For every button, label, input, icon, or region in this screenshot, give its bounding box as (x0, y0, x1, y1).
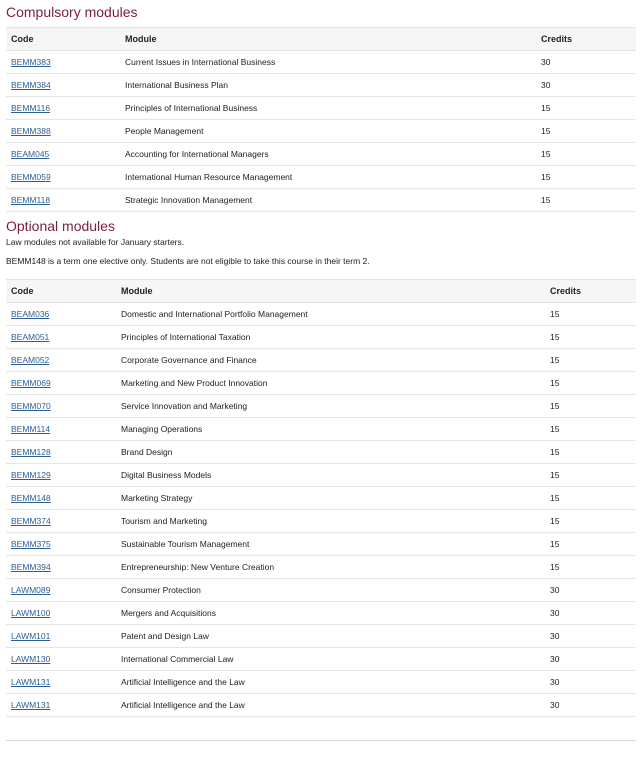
bottom-divider (6, 740, 636, 741)
table-row (6, 372, 636, 395)
table-header-row (6, 280, 636, 303)
credits-cell: 15 (545, 533, 636, 556)
module-code-cell (6, 395, 116, 418)
module-code-cell (6, 648, 116, 671)
module-code-link[interactable]: BEMM394 (11, 562, 51, 572)
module-code-link[interactable]: LAWM100 (11, 608, 51, 618)
module-name-cell: Current Issues in International Business (120, 51, 536, 74)
module-code-link[interactable]: BEMM069 (11, 378, 51, 388)
module-code-cell (6, 166, 120, 189)
credits-cell: 30 (545, 694, 636, 717)
code-column-header: Code (6, 28, 120, 51)
credits-column-header: Credits (536, 28, 636, 51)
credits-cell: 30 (545, 602, 636, 625)
table-row (6, 349, 636, 372)
table-row (6, 533, 636, 556)
table-row (6, 189, 636, 212)
module-code-cell (6, 418, 116, 441)
module-name-cell: Principles of International Business (120, 97, 536, 120)
module-name-cell: Accounting for International Managers (120, 143, 536, 166)
module-name-cell: Marketing Strategy (116, 487, 545, 510)
table-row (6, 74, 636, 97)
table-row (6, 648, 636, 671)
module-code-cell (6, 143, 120, 166)
module-code-link[interactable]: BEMM383 (11, 57, 51, 67)
module-code-cell (6, 694, 116, 717)
optional-modules-table (6, 279, 636, 717)
credits-cell: 15 (545, 372, 636, 395)
code-column-header: Code (6, 280, 116, 303)
table-row (6, 464, 636, 487)
module-name-cell: Managing Operations (116, 418, 545, 441)
module-name-cell: Mergers and Acquisitions (116, 602, 545, 625)
module-code-cell (6, 189, 120, 212)
module-code-cell (6, 326, 116, 349)
module-code-cell (6, 602, 116, 625)
module-code-link[interactable]: LAWM130 (11, 654, 51, 664)
credits-column-header: Credits (545, 280, 636, 303)
table-row (6, 395, 636, 418)
module-code-link[interactable]: BEMM114 (11, 424, 51, 434)
table-row (6, 97, 636, 120)
module-name-cell: Principles of International Taxation (116, 326, 545, 349)
module-code-cell (6, 51, 120, 74)
table-row (6, 487, 636, 510)
module-name-cell: Artificial Intelligence and the Law (116, 694, 545, 717)
module-column-header: Module (116, 280, 545, 303)
credits-cell: 15 (545, 556, 636, 579)
module-code-link[interactable]: BEMM129 (11, 470, 51, 480)
compulsory-modules-table (6, 27, 636, 212)
module-name-cell: Service Innovation and Marketing (116, 395, 545, 418)
module-code-cell (6, 625, 116, 648)
credits-cell: 15 (545, 464, 636, 487)
table-row (6, 579, 636, 602)
module-name-cell: Digital Business Models (116, 464, 545, 487)
module-code-link[interactable]: LAWM131 (11, 677, 51, 687)
module-name-cell: Domestic and International Portfolio Management (116, 303, 545, 326)
table-row (6, 510, 636, 533)
module-code-link[interactable]: BEMM059 (11, 172, 51, 182)
credits-cell: 30 (545, 671, 636, 694)
module-code-link[interactable]: BEMM116 (11, 103, 51, 113)
module-name-cell: Artificial Intelligence and the Law (116, 671, 545, 694)
table-row (6, 694, 636, 717)
table-row (6, 166, 636, 189)
table-header-row (6, 28, 636, 51)
credits-cell: 30 (545, 625, 636, 648)
credits-cell: 15 (536, 189, 636, 212)
module-code-link[interactable]: LAWM131 (11, 700, 51, 710)
table-row (6, 602, 636, 625)
credits-cell: 15 (545, 418, 636, 441)
module-code-cell (6, 74, 120, 97)
module-code-link[interactable]: BEMM374 (11, 516, 51, 526)
module-code-link[interactable]: BEMM128 (11, 447, 51, 457)
credits-cell: 15 (545, 441, 636, 464)
module-code-link[interactable]: BEAM052 (11, 355, 50, 365)
module-code-cell (6, 303, 116, 326)
credits-cell: 15 (536, 143, 636, 166)
table-row (6, 303, 636, 326)
module-name-cell: Patent and Design Law (116, 625, 545, 648)
module-name-cell: Corporate Governance and Finance (116, 349, 545, 372)
table-row (6, 51, 636, 74)
table-row (6, 143, 636, 166)
module-code-link[interactable]: BEMM375 (11, 539, 51, 549)
credits-cell: 15 (545, 303, 636, 326)
module-name-cell: People Management (120, 120, 536, 143)
module-code-cell (6, 556, 116, 579)
module-name-cell: International Human Resource Management (120, 166, 536, 189)
module-name-cell: Sustainable Tourism Management (116, 533, 545, 556)
credits-cell: 15 (536, 97, 636, 120)
module-code-link[interactable]: LAWM089 (11, 585, 51, 595)
credits-cell: 15 (536, 166, 636, 189)
module-code-cell (6, 510, 116, 533)
credits-cell: 15 (545, 395, 636, 418)
module-code-cell (6, 372, 116, 395)
module-code-cell (6, 97, 120, 120)
table-row (6, 671, 636, 694)
module-name-cell: International Business Plan (120, 74, 536, 97)
credits-cell: 30 (545, 648, 636, 671)
module-code-link[interactable]: BEAM036 (11, 309, 50, 319)
law-modules-note: Law modules not available for January starters. (6, 237, 185, 247)
module-code-cell (6, 464, 116, 487)
credits-cell: 15 (545, 349, 636, 372)
module-code-link[interactable]: BEAM051 (11, 332, 50, 342)
credits-cell: 30 (545, 579, 636, 602)
credits-cell: 15 (545, 510, 636, 533)
module-name-cell: Entrepreneurship: New Venture Creation (116, 556, 545, 579)
module-code-cell (6, 441, 116, 464)
module-code-link[interactable]: BEMM070 (11, 401, 51, 411)
module-code-cell (6, 671, 116, 694)
module-code-link[interactable]: BEMM148 (11, 493, 51, 503)
optional-modules-heading: Optional modules (6, 218, 115, 234)
table-row (6, 625, 636, 648)
compulsory-modules-heading: Compulsory modules (6, 4, 138, 20)
table-row (6, 326, 636, 349)
table-row (6, 418, 636, 441)
credits-cell: 30 (536, 74, 636, 97)
module-code-link[interactable]: BEAM045 (11, 149, 50, 159)
module-code-cell (6, 349, 116, 372)
credits-cell: 15 (545, 326, 636, 349)
module-code-link[interactable]: BEMM388 (11, 126, 51, 136)
module-code-cell (6, 533, 116, 556)
table-row (6, 120, 636, 143)
table-row (6, 556, 636, 579)
module-code-cell (6, 120, 120, 143)
credits-cell: 15 (545, 487, 636, 510)
module-name-cell: Consumer Protection (116, 579, 545, 602)
module-code-cell (6, 579, 116, 602)
module-column-header: Module (120, 28, 536, 51)
module-code-link[interactable]: BEMM384 (11, 80, 51, 90)
elective-note: BEMM148 is a term one elective only. Students are not eligible to take this course in their term 2. (6, 256, 370, 266)
credits-cell: 30 (536, 51, 636, 74)
module-code-cell (6, 487, 116, 510)
module-name-cell: International Commercial Law (116, 648, 545, 671)
credits-cell: 15 (536, 120, 636, 143)
module-name-cell: Tourism and Marketing (116, 510, 545, 533)
module-name-cell: Marketing and New Product Innovation (116, 372, 545, 395)
module-name-cell: Strategic Innovation Management (120, 189, 536, 212)
module-name-cell: Brand Design (116, 441, 545, 464)
module-code-link[interactable]: BEMM118 (11, 195, 51, 205)
module-code-link[interactable]: LAWM101 (11, 631, 51, 641)
table-row (6, 441, 636, 464)
